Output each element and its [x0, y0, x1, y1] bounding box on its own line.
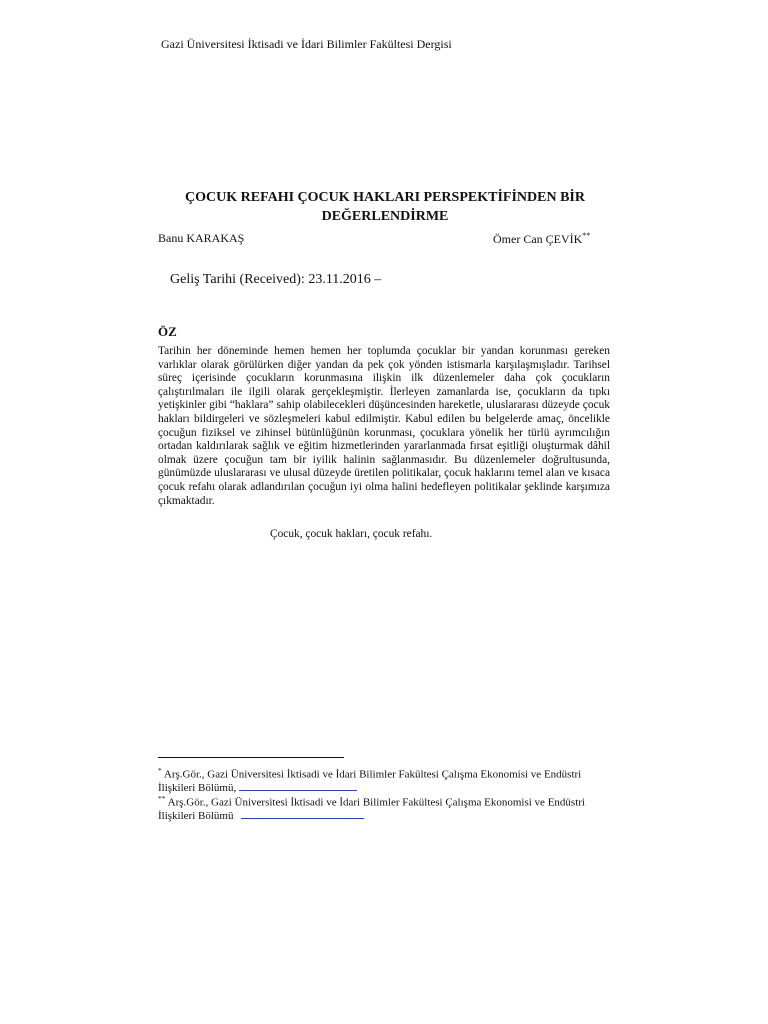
journal-header: Gazi Üniversitesi İktisadi ve İdari Bilimler Fakültesi Dergisi [161, 37, 452, 51]
footnote-divider [158, 757, 344, 758]
footnote-2-mark: ** [158, 794, 166, 803]
footnote-2-text: Arş.Gör., Gazi Üniversitesi İktisadi ve İdari Bilimler Fakültesi Çalışma Ekonomisi ve Endüstri İlişkileri Bölümü [158, 796, 585, 823]
footnote-2-email-link[interactable] [241, 818, 364, 819]
abstract-heading: ÖZ [158, 324, 177, 339]
author-footnote-mark: ** [582, 231, 591, 240]
abstract-text: Tarihin her döneminde hemen hemen her toplumda çocuklar bir yandan korunması gereken varlıklar olarak görülürken diğer yandan da pek çok yönden istismarla karşılaşmışladır. Tarihsel süreç içerisinde çocukların korunmasına ilişkin ilk düzenlemeler daha çok çocukların çalıştırılmaları ile ilgili olarak gerçekleşmiştir. İlerleyen zamanlarda ise, çocukların da tıpkı yetişkinler gibi “haklara” sahip olabilecekleri düşüncesinden hareketle, uluslararası düzeyde çocuk hakları bildirgeleri ve sözleşmeleri kabul edilmiştir. Kabul edilen bu belgelerde amaç, öncelikle çocuğun fiziksel ve zihinsel bütünlüğünün korunması, çocuklara yönelik her türlü ayrımcılığın ortadan kaldırılarak sağlık ve eğitim hizmetlerinden yararlanmada fırsat eşitliği oluşturmak dâhil olmak üzere çocuğun tam bir iyilik halinin sağlanmasıdır. Bu düzenlemeler doğrultusunda, günümüzde uluslararası ve ulusal düzeyde üretilen politikalar, çocuk haklarını temel alan ve kısaca çocuk refahı olarak adlandırılan çocuğun iyi olma halini hedefleyen politikalar şeklinde karşımıza çıkmaktadır. [158, 345, 610, 507]
received-date: Geliş Tarihi (Received): 23.11.2016 – [170, 272, 382, 287]
author-name-2 [493, 231, 590, 247]
footnote-1-mark: * [158, 766, 162, 775]
footnote-1-text: Arş.Gör., Gazi Üniversitesi İktisadi ve İdari Bilimler Fakültesi Çalışma Ekonomisi ve Endüstri İlişkileri Bölümü, [158, 768, 582, 795]
author-name: Banu KARAKAŞ [158, 231, 245, 245]
footnote-2 [158, 792, 618, 824]
footnote-1 [158, 764, 618, 796]
footnote-1-email-link[interactable] [239, 790, 357, 791]
author-name-2-text: Ömer Can ÇEVİK [493, 232, 583, 246]
article-title: ÇOCUK REFAHI ÇOCUK HAKLARI PERSPEKTİFİNDEN BİR DEĞERLENDİRME [185, 190, 585, 224]
keywords: Çocuk, çocuk hakları, çocuk refahı. [270, 528, 433, 540]
